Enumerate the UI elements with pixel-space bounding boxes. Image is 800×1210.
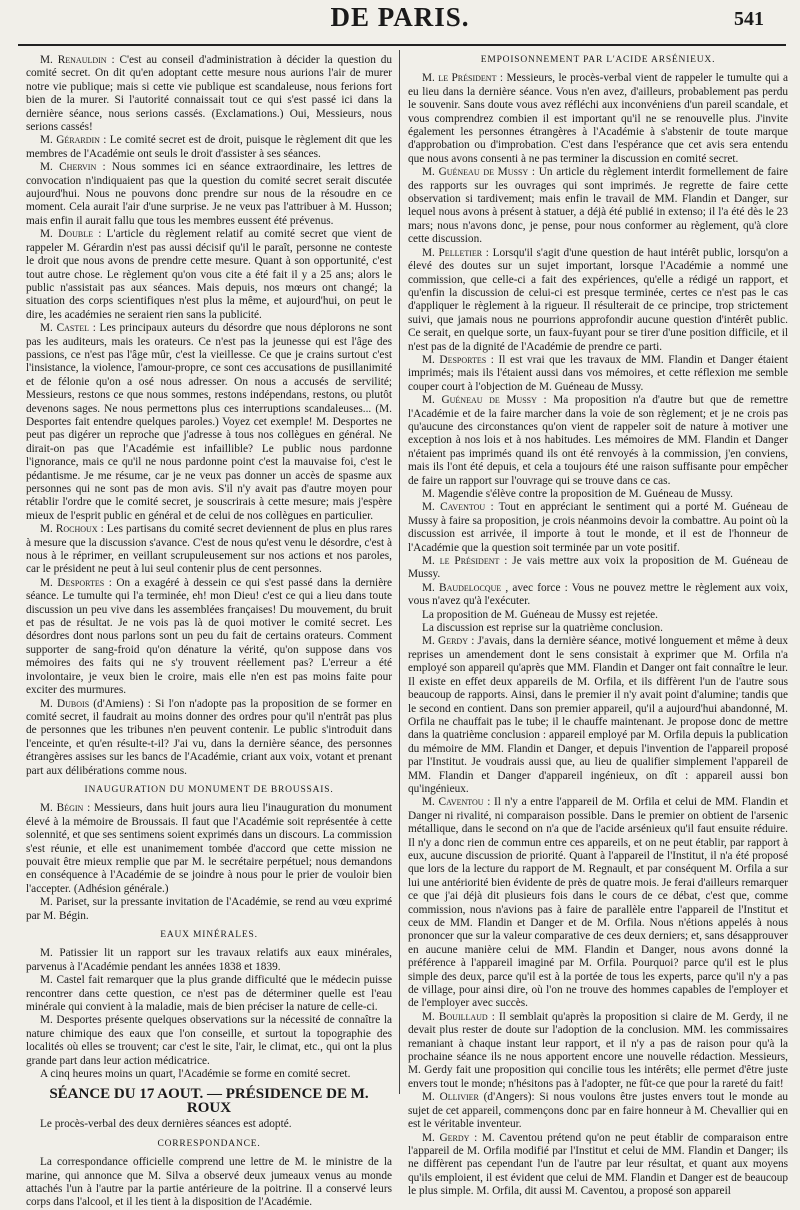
speaker-name: M. Caventou [422, 796, 484, 809]
paragraph [408, 582, 788, 609]
paragraph-text: : Ma proposition n'a d'autre but que de remettre l'Académie et de la faire marcher dans la voie de son règlement; et je ne crois pas qu'aucune des circonstances qu'on vient de rappeler soit de nature à motiver une exception à nos lois et à nos habitudes. Les mémoires de MM. Flandin et Danger n'étaient pas imprimés quand ils ont été renvoyés à la commission, j'en conviens, mais ils l'ont été depuis, et cela a toujours été une raison suffisante pour empêcher de faire un rapport sur l'ouvrage qui se trouve dans ce cas. [408, 394, 788, 487]
paragraph [26, 577, 392, 698]
paragraph-text: M. Patissier lit un rapport sur les travaux relatifs aux eaux minérales, parvenus à l'Académie pendant les années 1838 et 1839. [26, 947, 392, 973]
speaker-name: M. Rochoux [40, 523, 98, 536]
speaker-name: M. Renauldin [40, 54, 107, 66]
paragraph [408, 488, 788, 501]
paragraph-text: : L'article du règlement relatif au comité secret que vient de rappeler M. Gérardin n'est pas aussi décisif qu'il le paraît, personne ne conteste le droit que nous avons de prendre cette mesure. Quant à son opportunité, c'est tout autre chose. Le règlement qu'on vous cite a été fait il y a 25 ans; alors le public n'assistait pas aux séances. Mais depuis, nos mœurs ont changé; la situation des corps scientifiques n'est plus la même, et aujourd'hui, on peut le dire, les académies ne seraient rien sans la publicité. [26, 228, 393, 321]
paragraph [26, 1118, 392, 1131]
paragraph [408, 501, 788, 555]
speaker-name: M. Chervin [40, 161, 97, 174]
section-heading: EMPOISONNEMENT PAR L'ACIDE ARSÉNIEUX. [480, 55, 716, 65]
speaker-name: M. le Président [422, 555, 500, 568]
speaker-name: M. Gérardin [40, 134, 100, 147]
paragraph [26, 322, 392, 523]
section-heading: EAUX MINÉRALES. [160, 930, 258, 940]
paragraph-text: : Tout en appréciant le sentiment qui a porté M. Guéneau de Mussy à faire sa proposition, je crois néanmoins devoir la combattre. Au point où la discussion est arrivée, il importe à tout le monde, et il est de l'honneur de l'Académie que la question soit terminée par un vote positif. [408, 501, 789, 554]
paragraph [408, 1011, 788, 1091]
section-heading: INAUGURATION DU MONUMENT DE BROUSSAIS. [84, 784, 334, 795]
paragraph-text: : Les principaux auteurs du désordre que nous déplorons ne sont pas les auditeurs, mais les orateurs. Ce n'est pas la jeunesse qui est l'âge des passions, ce n'est pas l'âge mûr, c'est la vieillesse. Ce que je crains surtout c'est l'insistance, la violence, l'amour-propre, ce sont ces accusations de pusillanimité et de félonie qu'on a osé nous adresser. On nous a accusés de servilité; Messieurs, restons ce que nous sommes, restons indépendans, restons, ou plutôt devenons sages. Ne nous permettons plus ces interruptions scandaleuses... (M. Desportes fait entendre quelques paroles.) Voyez cet exemple! M. Desportes ne peut pas digérer un reproche que j'adresse à tous nos collègues en général. Ne dirait-on pas que l'Académie est infaillible? Le public nous pardonne l'ignorance, mais ce qu'il ne nous pardonne point c'est la mauvaise foi, c'est le pédantisme. Je me résume, car je ne veux pas donner un accès de spasme aux personnes qui ne sont pas de mon avis. S'il n'y avait pas d'autre moyen pour rétablir l'ordre que le comité secret, je souscrirais à cette mesure; mais j'espère mieux de l'esprit public en général et de celui de nos collègues en particulier. [26, 322, 392, 522]
paragraph-text: : Il semblait qu'après la proposition si claire de M. Gerdy, il ne devait plus rester de doute sur l'adoption de la conclusion. MM. les commissaires remaniant à chaque instant leur rapport, et il n'y a pas de raison pour qu'à la prochaine séance ils ne nous apportent encore une nouvelle rédaction. Messieurs, M. Gerdy fait une proposition qui concilie tous les intérêts; elle permet d'être juste envers tout le monde; n'hésitons pas à l'adopter, ne fût-ce que pour la rareté du fait! [408, 1010, 788, 1090]
paragraph [408, 635, 788, 796]
speaker-name: M. Desportes [40, 576, 105, 589]
paragraph-text: : C'est au conseil d'administration à décider la question du comité secret. On dit qu'en adoptant cette mesure nous aurions l'air de murer notre vie publique; mais si cette vie publique est scandaleuse, nous ferions fort bien de la murer. Si l'autorité connaissait tout ce qui s'est passé ici dans la dernière séance, nous serions cassés. (Exclamations.) Oui, Messieurs, nous serions cassés! [26, 54, 392, 134]
paragraph-text: M. Magendie s'élève contre la proposition de M. Guéneau de Mussy. [422, 488, 733, 500]
paragraph-text: La correspondance officielle comprend une lettre de M. le ministre de la marine, qui annonce que M. Silva a observé deux jumeaux venus au monde attachés l'un à l'autre par la partie antérieure de la poitrine. Il a conservé leurs corps dans l'alcool, et il les tient à la disposition de l'Académie. [26, 1156, 392, 1209]
paragraph-text: : Le comité secret est de droit, puisque le règlement dit que les membres de l'Académie ont seuls le droit d'assister à ses séances. [26, 134, 393, 160]
page-header [0, 0, 800, 46]
paragraph-text: (d'Angers): Si nous voulons être justes envers tout le monde au sujet de cet appareil, commençons donc par en faire honneur à M. Chevallier qui en est le véritable inventeur. [408, 1091, 789, 1131]
paragraph-text: : Les partisans du comité secret deviennent de plus en plus rares à mesure que la discussion s'avance. C'est de nous qu'est venu le désordre, c'est à nous à le réprimer, en veillant scrupuleusement sur nos actions et nos paroles, car le président ne peut à lui seul contenir plus de cent personnes. [26, 523, 392, 576]
paragraph [26, 1014, 392, 1068]
paragraph-text: La proposition de M. Guéneau de Mussy est rejetée. [422, 608, 658, 621]
speaker-name: M. Guéneau de Mussy [422, 394, 537, 407]
right-column [408, 54, 789, 1198]
paragraph-text: (d'Amiens) : Si l'on n'adopte pas la proposition de se former en comité secret, il faudrait au moins donner des ordres pour qu'il n'entrât pas plus de personnes que les tribunes n'en peuvent contenir. Le public s'introduit dans l'enceinte, et qu'en résulte-t-il? J'ai vu, dans la dernière séance, des personnes étrangères assises sur les bancs de l'Académie, criant aux voix, votant et prenant part aux délibérations comme nous. [26, 697, 392, 777]
speaker-name: M. Gerdy [422, 635, 468, 648]
session-heading: SÉANCE DU 17 AOUT. — PRÉSIDENCE DE M. ROUX [49, 1086, 369, 1116]
paragraph [408, 394, 788, 488]
paragraph-text: M. Pariset, sur la pressante invitation de l'Académie, se rend au vœu exprimé par M. Bégin. [26, 896, 392, 922]
header-rule [18, 44, 786, 46]
paragraph [408, 166, 788, 246]
speaker-name: M. Pelletier [422, 246, 483, 259]
speaker-name: M. Caventou [422, 501, 486, 514]
paragraph-text: A cinq heures moins un quart, l'Académie se forme en comité secret. [40, 1068, 351, 1081]
speaker-name: M. Baudelocque [422, 581, 502, 594]
paragraph [26, 947, 392, 974]
paragraph [408, 247, 788, 354]
paragraph-text: : Un article du règlement interdit formellement de faire des rapports sur les ouvrages qui sont imprimés. Je regrette de faire cette observation si tardivement; mais enfin le travail de MM. Flandin et Danger, sur lequel nous avons à présent à statuer, a déjà été publié in extenso; il l'a été dès le 23 mars; nous n'avons donc, je pense, pour nous conformer au règlement, qu'à clore cette discussion. [408, 166, 789, 246]
paragraph-text: Le procès-verbal des deux dernières séances est adopté. [40, 1118, 292, 1131]
speaker-name: M. Bégin [40, 802, 84, 815]
paragraph-text: : Lorsqu'il s'agit d'une question de haut intérêt public, lorsqu'on a élevé des doutes sur un sujet important, lorsque l'Académie a nommé une commission, que celle-ci a fait des expériences, qu'elle a rédigé un rapport, et qu'enfin la discussion de celui-ci est presque terminée, certes ce n'est pas le cas d'appliquer le règlement à la rigueur. Il résulterait de ce principe, trop strictement suivi, que jamais nous ne pourrions approfondir aucune question d'intérêt public. Ce serait, en quelque sorte, un faux-fuyant pour se tirer d'une position difficile, et il n'est pas de la dignité de l'Académie de prendre ce parti. [408, 246, 788, 353]
speaker-name: M. Dubois [40, 697, 90, 710]
paragraph-text: : M. Caventou prétend qu'on ne peut établir de comparaison entre l'appareil de M. Orfila modifié par l'Institut et celui de MM. Flandin et Danger; ils ne diffèrent pas cependant l'un de l'autre par leur résultat, et quant aux moyens qu'ils emploient, il est évident que celui de MM. Flandin et Danger est de beaucoup le plus simple. M. Orfila, dit aussi M. Caventou, a proposé son appareil [408, 1131, 788, 1198]
paragraph-text: M. Desportes présente quelques observations sur la nécessité de connaître la nature chimique des eaux que l'on conseille, et surtout la topographie des localités où elles se trouvent; car c'est le site, l'air, le climat, etc., qui ont la plus grande part dans leur action médicatrice. [26, 1014, 392, 1067]
paragraph-text: : Je vais mettre aux voix la proposition de M. Guéneau de Mussy. [408, 555, 788, 581]
paragraph-text: : Il est vrai que les travaux de MM. Flandin et Danger étaient imprimés; mais ils l'étaient aussi dans vos mémoires, et cette réflexion me semble couper court à l'objection de M. Guéneau de Mussy. [408, 353, 788, 393]
speaker-name: M. Desportes [422, 353, 487, 366]
paragraph-text: La discussion est reprise sur la quatrième conclusion. [422, 622, 663, 635]
paragraph [408, 609, 788, 622]
paragraph [408, 1132, 788, 1199]
paragraph [26, 134, 392, 161]
paragraph [26, 802, 392, 896]
column-divider [399, 50, 400, 1094]
paragraph [408, 555, 788, 582]
paragraph [408, 796, 788, 1011]
paragraph [408, 72, 788, 166]
paragraph-text: : Il n'y a entre l'appareil de M. Orfila et celui de MM. Flandin et Danger ni rivalité, ni comparaison possible. Dans le premier on obtient de l'arsenic métallique, dans le second on n'a que de l'acide arsénieux qu'il faut ensuite réduire. Il n'y a donc rien de commun entre ces appareils, et on ne peut établir, par rapport à eux, aucune discussion de priorité. Quant à l'appareil de l'Institut, il n'a été proposé que lors de la lecture du rapport de M. Regnault, et par conséquent M. Orfila a sur lui une antériorité bien évidente de près de quatre mois. Je ferai d'ailleurs remarquer ce que j'ai déjà dit plusieurs fois dans le cours de ce débat, c'est que, comme commission, nous n'avions pas à faire de parallèle entre l'appareil de l'Institut et ceux de MM. Flandin et Danger et de M. Orfila. Nous n'étions appelés à nous prononcer que sur la valeur comparative de ces deux derniers; et, sans désapprouver en aucune manière celui de MM. Flandin et Danger, nous avons donné la préférence à l'appareil imaginé par M. Orfila. Pourquoi? parce qu'il est le plus simple des deux, parce qu'il est à la portée de tous les experts, parce qu'il n'y a pas de village, pour ainsi dire, où l'on ne trouve des hommes capables de l'employer et de l'employer avec succès. [408, 796, 788, 1010]
paragraph [26, 1156, 392, 1210]
paragraph-text: M. Castel fait remarquer que la plus grande difficulté que le médecin puisse rencontrer dans cette question, ce n'est pas de déterminer quelle est l'eau minérale qui convient à la maladie, mais de bien préciser la nature de celle-ci. [26, 974, 392, 1014]
speaker-name: M. Castel [40, 322, 89, 335]
paragraph [408, 354, 788, 394]
paragraph-text: : Nous sommes ici en séance extraordinaire, les lettres de convocation n'indiquaient pas que la question du comité secret serait discutée aujourd'hui. Nous ne pouvons donc prendre sur nous de la résoudre en ce moment. Cela aurait l'air d'une surprise. Je ne veux pas l'attribuer à M. Husson; mais enfin il aurait fallu que tous les membres eussent été prévenus. [26, 161, 393, 227]
paragraph [26, 161, 392, 228]
speaker-name: M. Ollivier [422, 1091, 479, 1104]
paragraph [26, 896, 392, 923]
paragraph [26, 974, 392, 1014]
paragraph [26, 54, 392, 134]
speaker-name: M. Guéneau de Mussy [422, 166, 529, 179]
paragraph-text: : J'avais, dans la dernière séance, motivé longuement et même à deux reprises un amendement dont le sens consistait à exprimer que M. Orfila n'a employé son appareil qu'après que MM. Flandin et Danger ont fait connaître le leur. Il existe en effet deux appareils de M. Orfila, et ils diffèrent l'un de l'autre sous beaucoup de rapports. Ainsi, dans le premier il n'y avait point d'alumine; tandis que le second en contient. Dans son premier appareil, qu'il a aujourd'hui abandonné, M. Orfila ne chauffait pas le tube; il le chauffe maintenant. Je propose donc de mettre dans la quatrième conclusion : appareil employé par M. Orfila depuis la publication du mémoire de MM. Flandin et Danger, et depuis l'invention de l'appareil proposé par l'Institut. Je voudrais aussi que, au lieu de qualifier simplement l'appareil de MM. Flandin et Danger d'appareil ingénieux, on dît : appareil aussi bon qu'ingénieux. [408, 635, 788, 795]
page-number: 541 [734, 8, 764, 30]
paragraph-text: , avec force : Vous ne pouvez mettre le règlement aux voix, vous n'avez qu'à l'exécuter. [408, 581, 788, 608]
left-column [26, 54, 393, 1209]
paragraph-text: : Messieurs, dans huit jours aura lieu l'inauguration du monument élevé à la mémoire de Broussais. Il faut que l'Académie soit représentée à cette solennité, et que ses sentimens soient exprimés dans un discours. La commission s'est réunie, et elle est unanimement tombée d'accord que cette mission ne pouvait être mieux remplie que par M. le secrétaire perpétuel; nous demandons en conséquence à l'Académie de se joindre à nous pour le prier de vouloir bien l'accepter. (Adhésion générale.) [26, 802, 392, 895]
speaker-name: M. Double [40, 228, 93, 241]
paragraph [26, 698, 392, 778]
paragraph [26, 1068, 392, 1081]
paragraph-text: : On a exagéré à dessein ce qui s'est passé dans la dernière séance. Le tumulte qui l'a terminée, eh! mon Dieu! c'est ce qui a lieu dans toute discussion un peu vive dans les assemblées françaises! Du mouvement, du bruit et pas de résultat. Je ne vois pas là de quoi motiver le comité secret. Les désordres dont nous parlons sont un peu du fait de certains orateurs. Comment supporter de sang-froid qu'on dénature la vérité, qu'on suppose dans vos mémoires des faits qui ne s'y trouvent réellement pas? L'erreur a été involontaire, je veux bien le croire, mais elle n'en est pas moins faite pour exciter des murmures. [26, 576, 392, 697]
paragraph-text: : Messieurs, le procès-verbal vient de rappeler le tumulte qui a eu lieu dans la dernière séance. Vous n'en avez, d'ailleurs, probablement pas perdu le souvenir. Sans doute vous avez réfléchi aux inconvéniens d'un pareil scandale, et vous comprendrez combien il est important qu'il ne se renouvelle plus. J'invite également les personnes étrangères à l'Académie à s'abstenir de toute marque d'approbation ou d'improbation. C'est dans l'espérance que cet avis sera entendu que nous avons consenti à ne pas terminer la discussion en comité secret. [408, 72, 788, 165]
section-heading: CORRESPONDANCE. [157, 1138, 261, 1149]
paragraph [408, 1091, 788, 1131]
speaker-name: M. Bouillaud [422, 1010, 488, 1023]
speaker-name: M. le Président [422, 72, 497, 85]
speaker-name: M. Gerdy [422, 1131, 470, 1144]
masthead-title: DE PARIS. [330, 2, 470, 32]
paragraph [26, 523, 392, 577]
paragraph [408, 622, 788, 635]
paragraph [26, 228, 392, 322]
